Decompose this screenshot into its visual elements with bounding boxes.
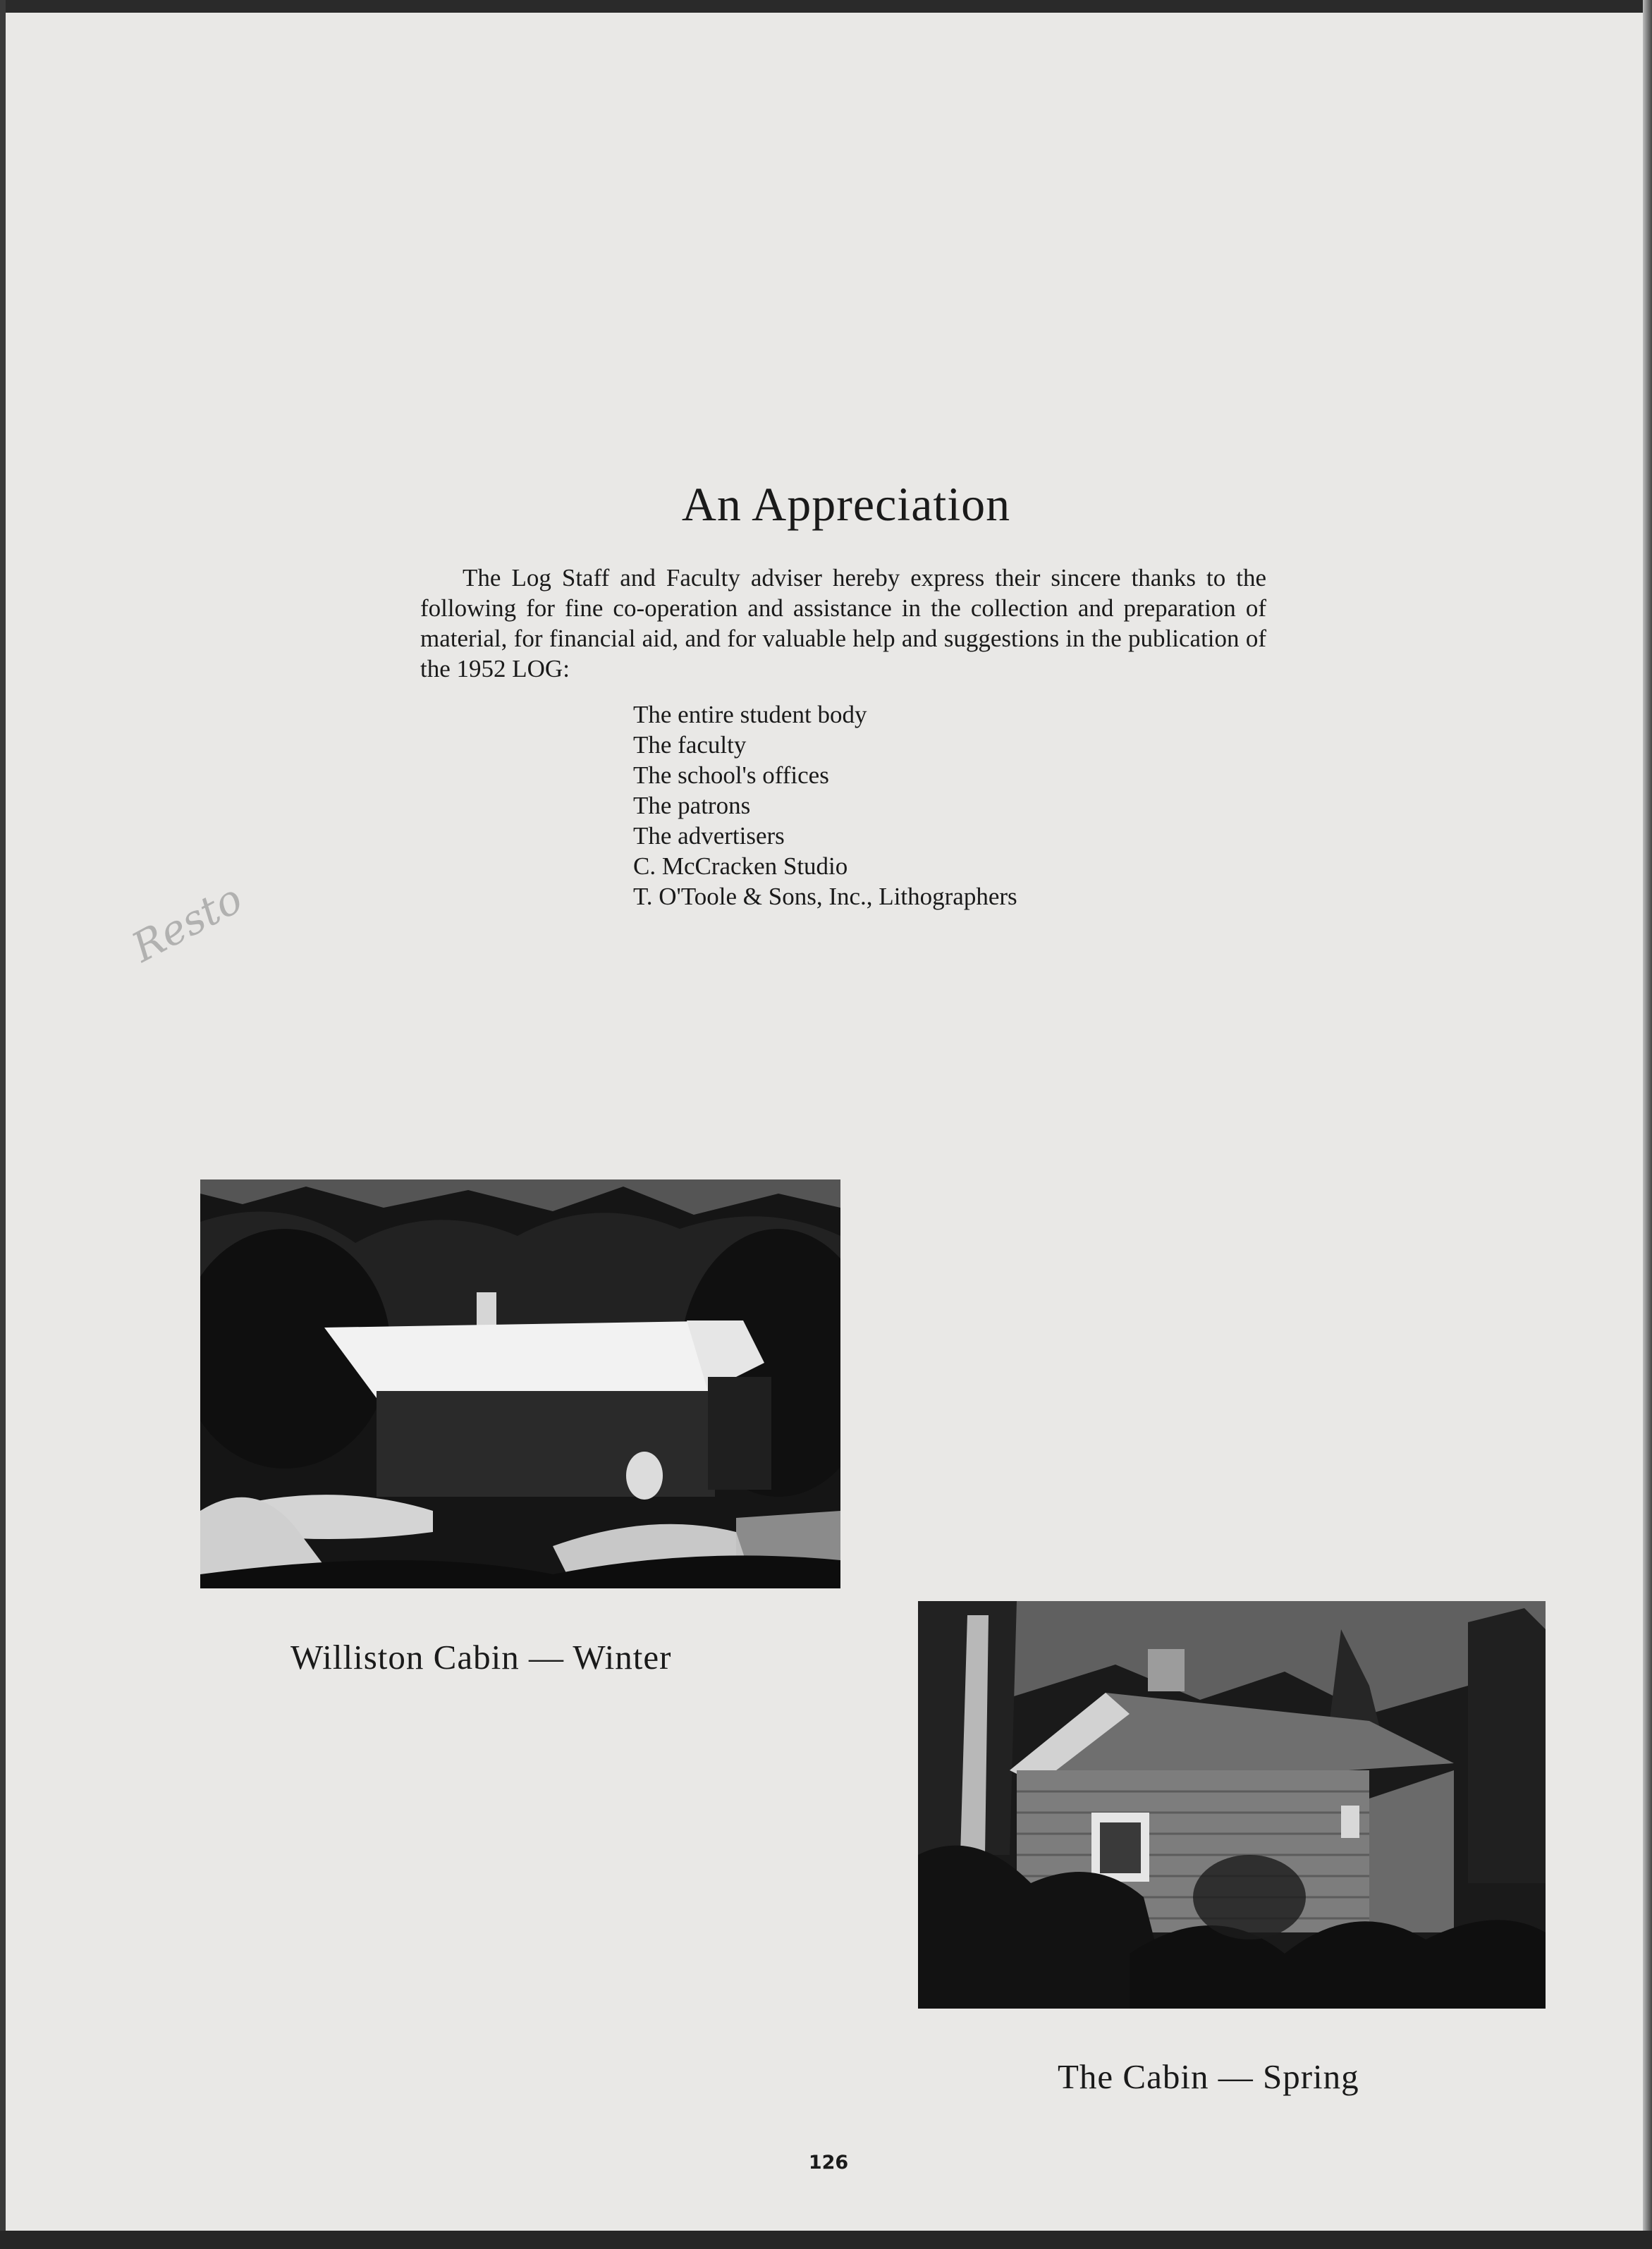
- photo-cabin-spring: [918, 1601, 1546, 2009]
- caption-winter: Williston Cabin — Winter: [290, 1638, 672, 1677]
- cabin-spring-image: [918, 1601, 1546, 2009]
- list-item: The school's offices: [633, 761, 829, 789]
- handwritten-note: Resto: [124, 874, 250, 972]
- list-item: T. O'Toole & Sons, Inc., Lithographers: [633, 883, 1017, 910]
- photo-cabin-winter: [200, 1179, 840, 1588]
- list-item: C. McCracken Studio: [633, 852, 848, 880]
- caption-spring: The Cabin — Spring: [1058, 2057, 1359, 2096]
- cabin-winter-image: [200, 1179, 840, 1588]
- scan-edge-right: [1643, 0, 1652, 2249]
- list-item: The faculty: [633, 731, 747, 759]
- list-item: The patrons: [633, 792, 751, 819]
- list-item: The advertisers: [633, 822, 785, 850]
- intro-paragraph: The Log Staff and Faculty adviser hereby express their sincere thanks to the following for fine co-operation and assistance in the collection and preparation of material, for financial aid, and for valuable help and suggestions in the publication of the 1952 LOG:: [420, 564, 1266, 682]
- scan-edge-top: [0, 0, 1652, 13]
- thanks-list: [633, 699, 1017, 912]
- list-item: The entire student body: [633, 701, 867, 728]
- page-number: 126: [808, 2152, 849, 2174]
- scan-edge-bottom: [0, 2231, 1652, 2249]
- page-title: An Appreciation: [681, 477, 1011, 531]
- scan-edge-left: [0, 0, 6, 2249]
